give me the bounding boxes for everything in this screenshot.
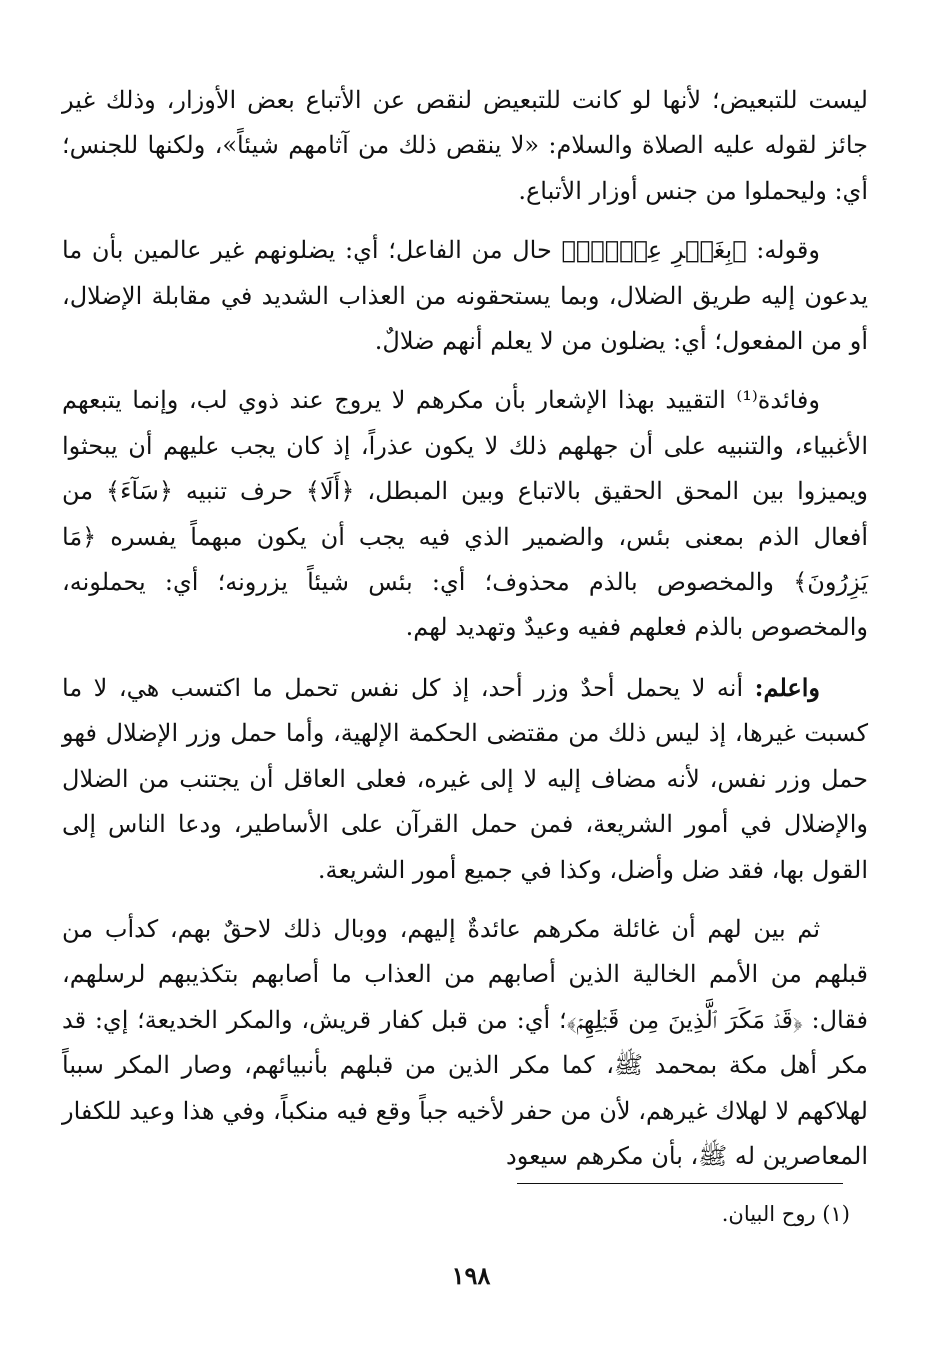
paragraph-4 [62, 665, 868, 893]
paragraph-1: ليست للتبعيض؛ لأنها لو كانت للتبعيض لنقص عن الأتباع بعض الأوزار، وذلك غير جائز لقوله عليه الصلاة والسلام: «لا ينقص ذلك من آثامهم شيئاً»، ولكنها للجنس؛ أي: وليحملوا من جنس أوزار الأتباع. [62, 86, 868, 205]
paragraph-3: وفائدة⁽¹⁾ التقييد بهذا الإشعار بأن مكرهم لا يروج عند ذوي لب، وإنما يتبعهم الأغبياء، والتنبيه على أن جهلهم ذلك لا يكون عذراً، إذ كان يجب عليهم أن يبحثوا ويميزوا بين المحق الحقيق بالاتباع وبين المبطل، ﴿أَلَا﴾ حرف تنبيه ﴿سَآءَ﴾ من أفعال الذم بمعنى بئس، والضمير الذي فيه يجب أن يكون مبهماً يفسره ﴿مَا يَزِرُونَ﴾ والمخصوص بالذم محذوف؛ أي: بئس شيئاً يزرونه؛ أي: يحملونه، والمخصوص بالذم فعلهم ففيه وعيدٌ وتهديد لهم. [62, 386, 868, 642]
paragraph-lead-word: واعلم: [754, 672, 820, 702]
footnote-divider [517, 1183, 843, 1184]
page-number: ١٩٨ [451, 1261, 491, 1290]
body-text [62, 78, 868, 1179]
paragraph-2: وقوله: ﴿بِغَيۡرِ عِلۡمٍۗ﴾ حال من الفاعل؛ أي: يضلونهم غير عالمين بأن ما يدعون إليه طريق الضلال، وبما يستحقونه من العذاب الشديد في مقابلة الإضلال، أو من المفعول؛ أي: يضلون من لا يعلم أنهم ضلالٌ. [62, 236, 869, 356]
paragraph-4-body: أنه لا يحمل أحدٌ وزر أحد، إذ كل نفس تحمل ما اكتسب هي، لا ما كسبت غيرها، إذ ليس ذلك من مقتضى الحكمة الإلهية، وأما حمل وزر الإضلال فهو حمل وزر نفس، لأنه مضاف إليه لا إلى غيره، فعلى العاقل أن يجتنب من الضلال والإضلال في أمور الشريعة، فمن حمل القرآن على الأساطير، ودعا الناس إلى القول بها، فقد ضل وأضل، وكذا في جميع أمور الشريعة. [62, 673, 869, 884]
paragraph-5: ثم بين لهم أن غائلة مكرهم عائدةٌ إليهم، ووبال ذلك لاحقٌ بهم، كدأب من قبلهم من الأمم الخالية الذين أصابهم من العذاب ما أصابهم بتكذيبهم لرسلهم، فقال: ﴿قَدۡ مَكَرَ ٱلَّذِينَ مِن قَبۡلِهِمۡ﴾؛ أي: من قبل كفار قريش، والمكر الخديعة؛ إي: قد مكر أهل مكة بمحمد ﷺ، كما مكر الذين من قبلهم بأنبيائهم، وصار المكر سبباً لهلاكهم لا لهلاك غيرهم، لأن من حفر لأخيه جباً وقع فيه منكباً، وفي هذا وعيد للكفار المعاصرين له ﷺ، بأن مكرهم سيعود [62, 914, 868, 1170]
footnote: (١) روح البيان. [721, 1202, 850, 1226]
